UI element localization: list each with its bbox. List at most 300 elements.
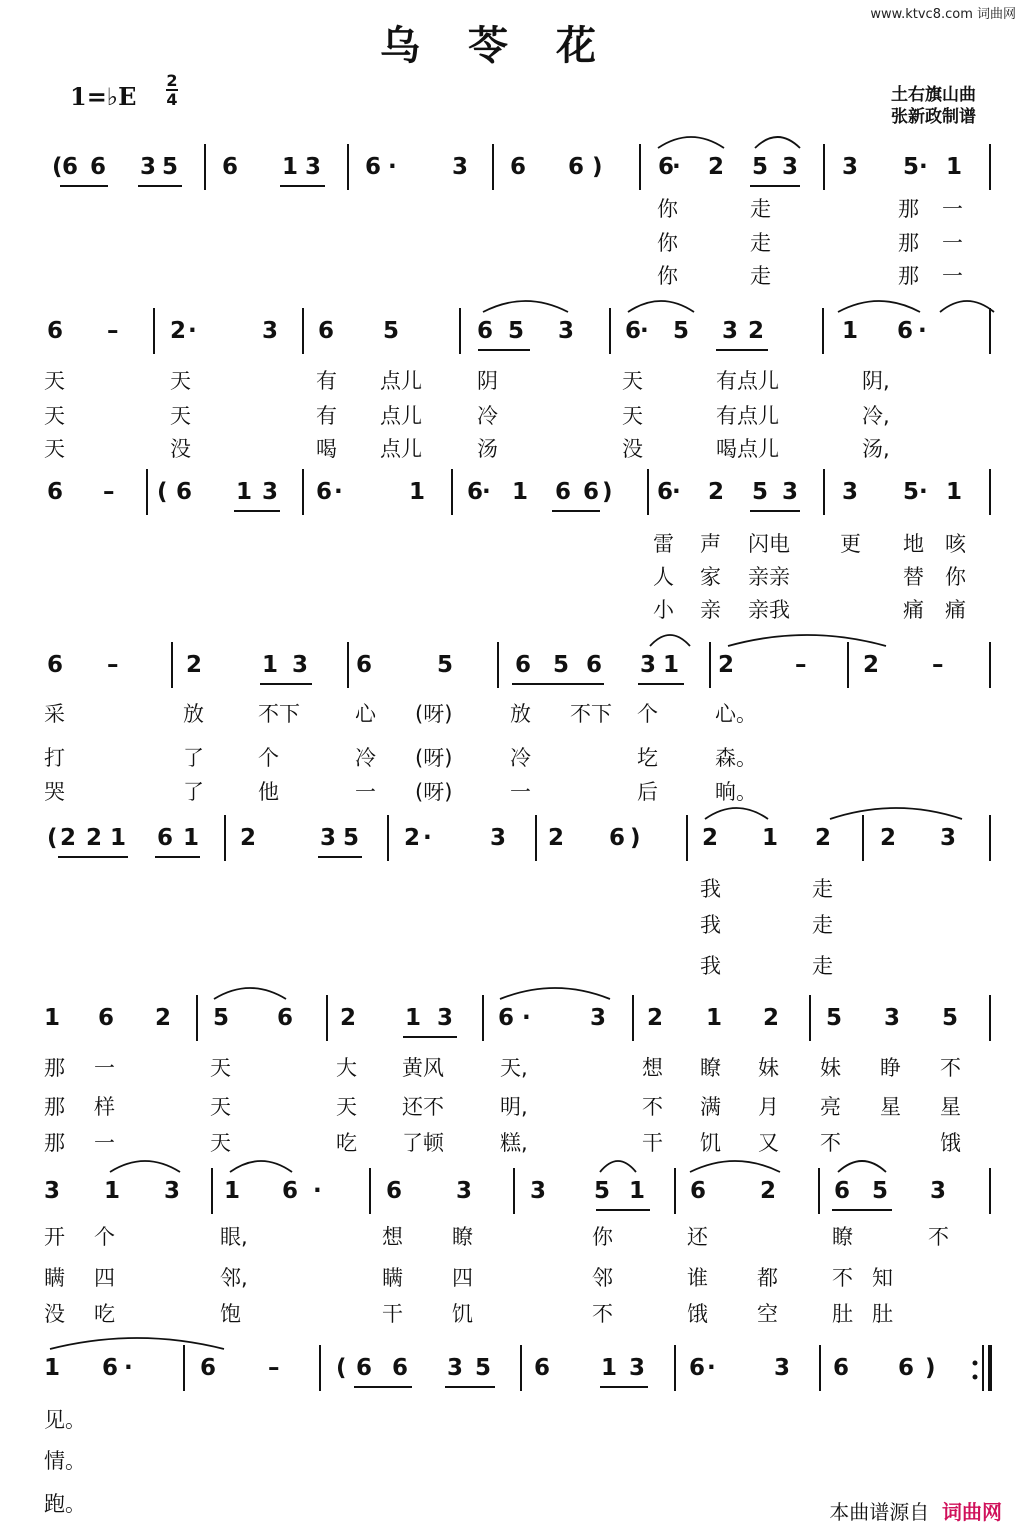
lyric-word: 圪 xyxy=(637,746,658,770)
note: ) xyxy=(925,1355,936,1381)
slur xyxy=(705,808,768,819)
note: 6 xyxy=(498,1005,515,1031)
lyric-word: 吃 xyxy=(336,1131,357,1155)
lyric-word: 有 xyxy=(316,404,337,428)
lyric-word: 采 xyxy=(44,702,65,726)
slur xyxy=(600,1161,636,1172)
note: 1 xyxy=(104,1178,121,1204)
note: ( xyxy=(336,1355,347,1381)
lyric-word: 一 xyxy=(510,780,531,804)
lyric-word: 天 xyxy=(170,404,191,428)
note: 3 xyxy=(164,1178,181,1204)
lyric-word: 一 xyxy=(942,231,963,255)
note: 2 xyxy=(548,825,565,851)
note: 3 xyxy=(456,1178,473,1204)
lyric-word: 晌。 xyxy=(715,780,757,804)
lyric-word: 你 xyxy=(657,231,678,255)
lyric-word: 天 xyxy=(44,404,65,428)
lyric-word: 小 xyxy=(653,598,674,622)
note: 1 xyxy=(762,825,779,851)
note: 6 xyxy=(833,1355,850,1381)
note: 5 xyxy=(343,825,360,851)
lyric-word: 天 xyxy=(44,437,65,461)
lyric-word: 那 xyxy=(898,264,919,288)
lyric-word: 没 xyxy=(622,437,643,461)
note: – xyxy=(103,479,115,505)
lyric-word: 点儿 xyxy=(380,404,422,428)
note: 5 xyxy=(383,318,400,344)
note: 3 xyxy=(842,154,859,180)
lyric-word: 冷 xyxy=(477,404,498,428)
lyric-word: 想 xyxy=(382,1225,403,1249)
lyric-word: 妹 xyxy=(758,1056,779,1080)
lyric-word: 邻, xyxy=(220,1266,248,1290)
lyric-word: 闪电 xyxy=(748,532,790,556)
slur xyxy=(650,635,690,646)
lyric-word: 喝 xyxy=(316,437,337,461)
note: 1 xyxy=(44,1005,61,1031)
note: 3 xyxy=(320,825,337,851)
lyric-word: 点儿 xyxy=(380,369,422,393)
lyric-word: 汤 xyxy=(477,437,498,461)
note: 6 xyxy=(625,318,642,344)
time-signature-bottom: 4 xyxy=(166,90,178,109)
lyric-word: 干 xyxy=(642,1131,663,1155)
lyric-word: 冷 xyxy=(355,746,376,770)
note: 2 xyxy=(404,825,421,851)
lyric-word: 一 xyxy=(942,264,963,288)
note: 3 xyxy=(558,318,575,344)
note: 3 xyxy=(782,154,799,180)
note: 6 xyxy=(690,1178,707,1204)
note: 6 xyxy=(658,154,675,180)
lyric-word: 我 xyxy=(700,954,721,978)
note: 2 xyxy=(340,1005,357,1031)
note: · xyxy=(707,1355,716,1381)
lyric-word: 饱 xyxy=(220,1302,241,1326)
note: 2 xyxy=(708,154,725,180)
note: 1 xyxy=(512,479,529,505)
lyric-word: 人 xyxy=(653,565,674,589)
lyric-word: 跑。 xyxy=(44,1492,86,1516)
lyric-word: 满 xyxy=(700,1095,721,1119)
slur xyxy=(500,988,610,999)
note: · xyxy=(522,1005,531,1031)
lyric-word: 亲亲 xyxy=(748,565,790,589)
note: · xyxy=(919,479,928,505)
note: 2 xyxy=(170,318,187,344)
note: 6 xyxy=(98,1005,115,1031)
lyric-word: 声 xyxy=(700,532,721,556)
lyric-word: 不 xyxy=(940,1056,961,1080)
note: 2 xyxy=(863,652,880,678)
lyric-word: 没 xyxy=(170,437,191,461)
note: 3 xyxy=(490,825,507,851)
lyric-word: 不 xyxy=(928,1225,949,1249)
lyric-word: 走 xyxy=(812,913,833,937)
lyric-word: 肚 xyxy=(832,1302,853,1326)
note: · xyxy=(423,825,432,851)
lyric-word: 月 xyxy=(758,1095,779,1119)
note: 5 xyxy=(162,154,179,180)
lyric-word: 四 xyxy=(452,1266,473,1290)
note: 5 xyxy=(673,318,690,344)
note: 5 xyxy=(752,154,769,180)
lyric-word: 喝点儿 xyxy=(716,437,779,461)
note: ( xyxy=(47,825,58,851)
note: 1 xyxy=(663,652,680,678)
note: 6 xyxy=(583,479,600,505)
lyric-word: 你 xyxy=(592,1225,613,1249)
note: 6 xyxy=(102,1355,119,1381)
lyric-word: 森。 xyxy=(715,746,757,770)
key-signature: 1=♭E xyxy=(70,82,137,111)
note: 6 xyxy=(898,1355,915,1381)
note: · xyxy=(188,318,197,344)
lyric-word: 咳 xyxy=(945,532,966,556)
lyric-word: 他 xyxy=(258,780,279,804)
note: 6 xyxy=(386,1178,403,1204)
note: 2 xyxy=(763,1005,780,1031)
note: 6 xyxy=(356,1355,373,1381)
lyric-word: 那 xyxy=(44,1131,65,1155)
note: 3 xyxy=(629,1355,646,1381)
lyric-word: 不下 xyxy=(258,702,300,726)
lyric-word: 心 xyxy=(355,702,376,726)
note: 6 xyxy=(47,318,64,344)
note: 6 xyxy=(157,825,174,851)
lyric-word: 没 xyxy=(44,1302,65,1326)
note: 2 xyxy=(702,825,719,851)
note: 3 xyxy=(44,1178,61,1204)
lyric-word: 空 xyxy=(757,1302,778,1326)
note: · xyxy=(124,1355,133,1381)
note: 6 xyxy=(282,1178,299,1204)
lyric-word: 那 xyxy=(898,231,919,255)
note: 3 xyxy=(305,154,322,180)
note: 2 xyxy=(815,825,832,851)
lyric-word: 那 xyxy=(898,197,919,221)
lyric-word: 走 xyxy=(812,954,833,978)
note: 6 xyxy=(515,652,532,678)
slur xyxy=(940,301,994,312)
note: 6 xyxy=(467,479,484,505)
lyric-word: 想 xyxy=(642,1056,663,1080)
lyric-word: 一 xyxy=(94,1056,115,1080)
lyric-word: 走 xyxy=(750,197,771,221)
lyric-word: 地 xyxy=(903,532,924,556)
note: 6 xyxy=(356,652,373,678)
note: 1 xyxy=(405,1005,422,1031)
credit-line: 土右旗山曲 xyxy=(891,85,976,105)
lyric-word: 天 xyxy=(336,1095,357,1119)
note: 1 xyxy=(601,1355,618,1381)
note: 3 xyxy=(437,1005,454,1031)
note: 5 xyxy=(942,1005,959,1031)
lyric-word: 你 xyxy=(945,565,966,589)
slur xyxy=(728,635,886,646)
note: ( xyxy=(52,154,63,180)
lyric-word: 心。 xyxy=(715,702,757,726)
lyric-word: 瞒 xyxy=(44,1266,65,1290)
lyric-word: 有 xyxy=(316,369,337,393)
slur xyxy=(690,1161,780,1172)
lyric-word: 不下 xyxy=(570,702,612,726)
note: 2 xyxy=(60,825,77,851)
lyric-word: 饥 xyxy=(452,1302,473,1326)
lyric-word: 天 xyxy=(210,1056,231,1080)
lyric-word: 天 xyxy=(622,369,643,393)
lyric-word: 亲 xyxy=(700,598,721,622)
lyric-word: 了顿 xyxy=(402,1131,444,1155)
note: 2 xyxy=(240,825,257,851)
note: · xyxy=(334,479,343,505)
note: 5 xyxy=(553,652,570,678)
lyric-word: 你 xyxy=(657,197,678,221)
lyric-word: 四 xyxy=(94,1266,115,1290)
note: 6 xyxy=(555,479,572,505)
note: 2 xyxy=(155,1005,172,1031)
lyric-word: 不 xyxy=(642,1095,663,1119)
note: 6 xyxy=(834,1178,851,1204)
note: 6 xyxy=(365,154,382,180)
lyric-word: 了 xyxy=(183,780,204,804)
slur xyxy=(628,301,694,312)
lyric-word: 饿 xyxy=(687,1302,708,1326)
note: 3 xyxy=(930,1178,947,1204)
lyric-word: 邻 xyxy=(592,1266,613,1290)
lyric-word: 亮 xyxy=(820,1095,841,1119)
note: 1 xyxy=(224,1178,241,1204)
repeat-dot xyxy=(973,1375,978,1380)
lyric-word: 阴 xyxy=(477,369,498,393)
lyric-word: 一 xyxy=(94,1131,115,1155)
lyric-word: 干 xyxy=(382,1302,403,1326)
note: 6 xyxy=(316,479,333,505)
note: – xyxy=(268,1355,280,1381)
note: 6 xyxy=(534,1355,551,1381)
lyric-word: (呀) xyxy=(415,780,453,804)
note: 3 xyxy=(140,154,157,180)
lyric-word: 痛 xyxy=(903,598,924,622)
lyric-word: (呀) xyxy=(415,746,453,770)
note: 5 xyxy=(475,1355,492,1381)
lyric-word: 谁 xyxy=(687,1266,708,1290)
lyric-word: 黄风 xyxy=(402,1056,444,1080)
note: 6 xyxy=(510,154,527,180)
note: 1 xyxy=(706,1005,723,1031)
lyric-word: 不 xyxy=(592,1302,613,1326)
note: 6 xyxy=(90,154,107,180)
lyric-word: 星 xyxy=(880,1095,901,1119)
note: 6 xyxy=(568,154,585,180)
lyric-word: 阴, xyxy=(862,369,890,393)
lyric-word: 情。 xyxy=(44,1449,86,1473)
lyric-word: 打 xyxy=(44,746,65,770)
lyric-word: 开 xyxy=(44,1225,65,1249)
note: 6 xyxy=(47,479,64,505)
lyric-word: 天 xyxy=(210,1131,231,1155)
note: · xyxy=(918,318,927,344)
note: 2 xyxy=(760,1178,777,1204)
note: 5 xyxy=(437,652,454,678)
note: 5 xyxy=(594,1178,611,1204)
note: 1 xyxy=(262,652,279,678)
lyric-word: 吃 xyxy=(94,1302,115,1326)
page-title: 乌苓花 xyxy=(380,22,644,69)
lyric-word: 一 xyxy=(355,780,376,804)
lyric-word: 后 xyxy=(637,780,658,804)
note: 1 xyxy=(842,318,859,344)
lyric-word: 糕, xyxy=(500,1131,528,1155)
note: 6 xyxy=(222,154,239,180)
note: 1 xyxy=(946,479,963,505)
note: 3 xyxy=(262,318,279,344)
note: 6 xyxy=(477,318,494,344)
lyric-word: 星 xyxy=(940,1095,961,1119)
note: 5 xyxy=(826,1005,843,1031)
lyric-word: 瞭 xyxy=(452,1225,473,1249)
lyric-word: 见。 xyxy=(44,1408,86,1432)
lyric-word: 冷 xyxy=(510,746,531,770)
note: 6 xyxy=(657,479,674,505)
slur xyxy=(755,137,800,148)
note: · xyxy=(672,154,681,180)
time-signature-top: 2 xyxy=(166,71,178,90)
note: 3 xyxy=(640,652,657,678)
lyric-word: 天 xyxy=(170,369,191,393)
lyric-word: 还不 xyxy=(402,1095,444,1119)
note: 2 xyxy=(748,318,765,344)
lyric-word: 瞭 xyxy=(832,1225,853,1249)
note: 2 xyxy=(647,1005,664,1031)
footer-text: 本曲谱源自 xyxy=(829,1500,930,1524)
lyric-word: 走 xyxy=(750,264,771,288)
lyric-word: 天 xyxy=(622,404,643,428)
site-label: www.ktvc8.com 词曲网 xyxy=(870,7,1016,22)
lyric-word: 一 xyxy=(942,197,963,221)
note: 5 xyxy=(872,1178,889,1204)
lyric-word: 雷 xyxy=(653,532,674,556)
note: 1 xyxy=(44,1355,61,1381)
note: 3 xyxy=(452,154,469,180)
note: · xyxy=(482,479,491,505)
lyric-word: 还 xyxy=(687,1225,708,1249)
note: · xyxy=(313,1178,322,1204)
credit-line: 张新政制谱 xyxy=(891,107,976,127)
note: 6 xyxy=(689,1355,706,1381)
lyric-word: 不 xyxy=(832,1266,853,1290)
note: 3 xyxy=(447,1355,464,1381)
note: 3 xyxy=(262,479,279,505)
lyric-word: 点儿 xyxy=(380,437,422,461)
lyric-word: 有点儿 xyxy=(716,369,779,393)
note: 1 xyxy=(110,825,127,851)
note: 6 xyxy=(62,154,79,180)
lyric-word: 瞭 xyxy=(700,1056,721,1080)
note: – xyxy=(107,652,119,678)
slur xyxy=(830,808,962,819)
lyric-word: 放 xyxy=(510,702,531,726)
note: 6 xyxy=(392,1355,409,1381)
lyric-word: 更 xyxy=(840,532,861,556)
repeat-dot xyxy=(973,1361,978,1366)
lyric-word: 饿 xyxy=(940,1131,961,1155)
note: 6 xyxy=(200,1355,217,1381)
note: 2 xyxy=(718,652,735,678)
lyric-word: 妹 xyxy=(820,1056,841,1080)
note: 3 xyxy=(774,1355,791,1381)
note: 2 xyxy=(708,479,725,505)
lyric-word: 又 xyxy=(758,1131,779,1155)
note: 2 xyxy=(880,825,897,851)
lyric-word: 睁 xyxy=(880,1056,901,1080)
lyric-word: 不 xyxy=(820,1131,841,1155)
note: 1 xyxy=(236,479,253,505)
slur xyxy=(110,1161,180,1172)
note: 3 xyxy=(722,318,739,344)
note: 6 xyxy=(318,318,335,344)
lyric-word: (呀) xyxy=(415,702,453,726)
note: 2 xyxy=(186,652,203,678)
note: 1 xyxy=(282,154,299,180)
lyric-word: 肚 xyxy=(872,1302,893,1326)
slur xyxy=(50,1338,224,1349)
slur xyxy=(214,988,286,999)
slur xyxy=(838,301,920,312)
lyric-word: 家 xyxy=(700,565,721,589)
lyric-word: 个 xyxy=(637,702,658,726)
lyric-word: 我 xyxy=(700,877,721,901)
lyric-word: 走 xyxy=(812,877,833,901)
note: 3 xyxy=(782,479,799,505)
footer-brand: 词曲网 xyxy=(942,1500,1002,1524)
lyric-word: 个 xyxy=(94,1225,115,1249)
note: – xyxy=(932,652,944,678)
note: 5 xyxy=(508,318,525,344)
note: 1 xyxy=(409,479,426,505)
note: 6 xyxy=(47,652,64,678)
note: – xyxy=(795,652,807,678)
note: 5 xyxy=(903,154,920,180)
note: 6 xyxy=(277,1005,294,1031)
note: 3 xyxy=(530,1178,547,1204)
note: 3 xyxy=(842,479,859,505)
lyric-word: 个 xyxy=(258,746,279,770)
note: · xyxy=(640,318,649,344)
lyric-word: 天 xyxy=(44,369,65,393)
note: ) xyxy=(630,825,641,851)
lyric-word: 明, xyxy=(500,1095,528,1119)
note: 1 xyxy=(629,1178,646,1204)
note: 6 xyxy=(176,479,193,505)
lyric-word: 天, xyxy=(500,1056,528,1080)
note: 5 xyxy=(213,1005,230,1031)
note: – xyxy=(107,318,119,344)
footer-source xyxy=(829,1496,1002,1525)
lyric-word: 那 xyxy=(44,1056,65,1080)
note: 3 xyxy=(292,652,309,678)
lyric-word: 替 xyxy=(903,565,924,589)
lyric-word: 大 xyxy=(336,1056,357,1080)
note: ) xyxy=(592,154,603,180)
slur xyxy=(483,301,568,312)
lyric-word: 知 xyxy=(872,1266,893,1290)
lyric-word: 冷, xyxy=(862,404,890,428)
note: 6 xyxy=(586,652,603,678)
lyric-word: 哭 xyxy=(44,780,65,804)
note: 6 xyxy=(609,825,626,851)
